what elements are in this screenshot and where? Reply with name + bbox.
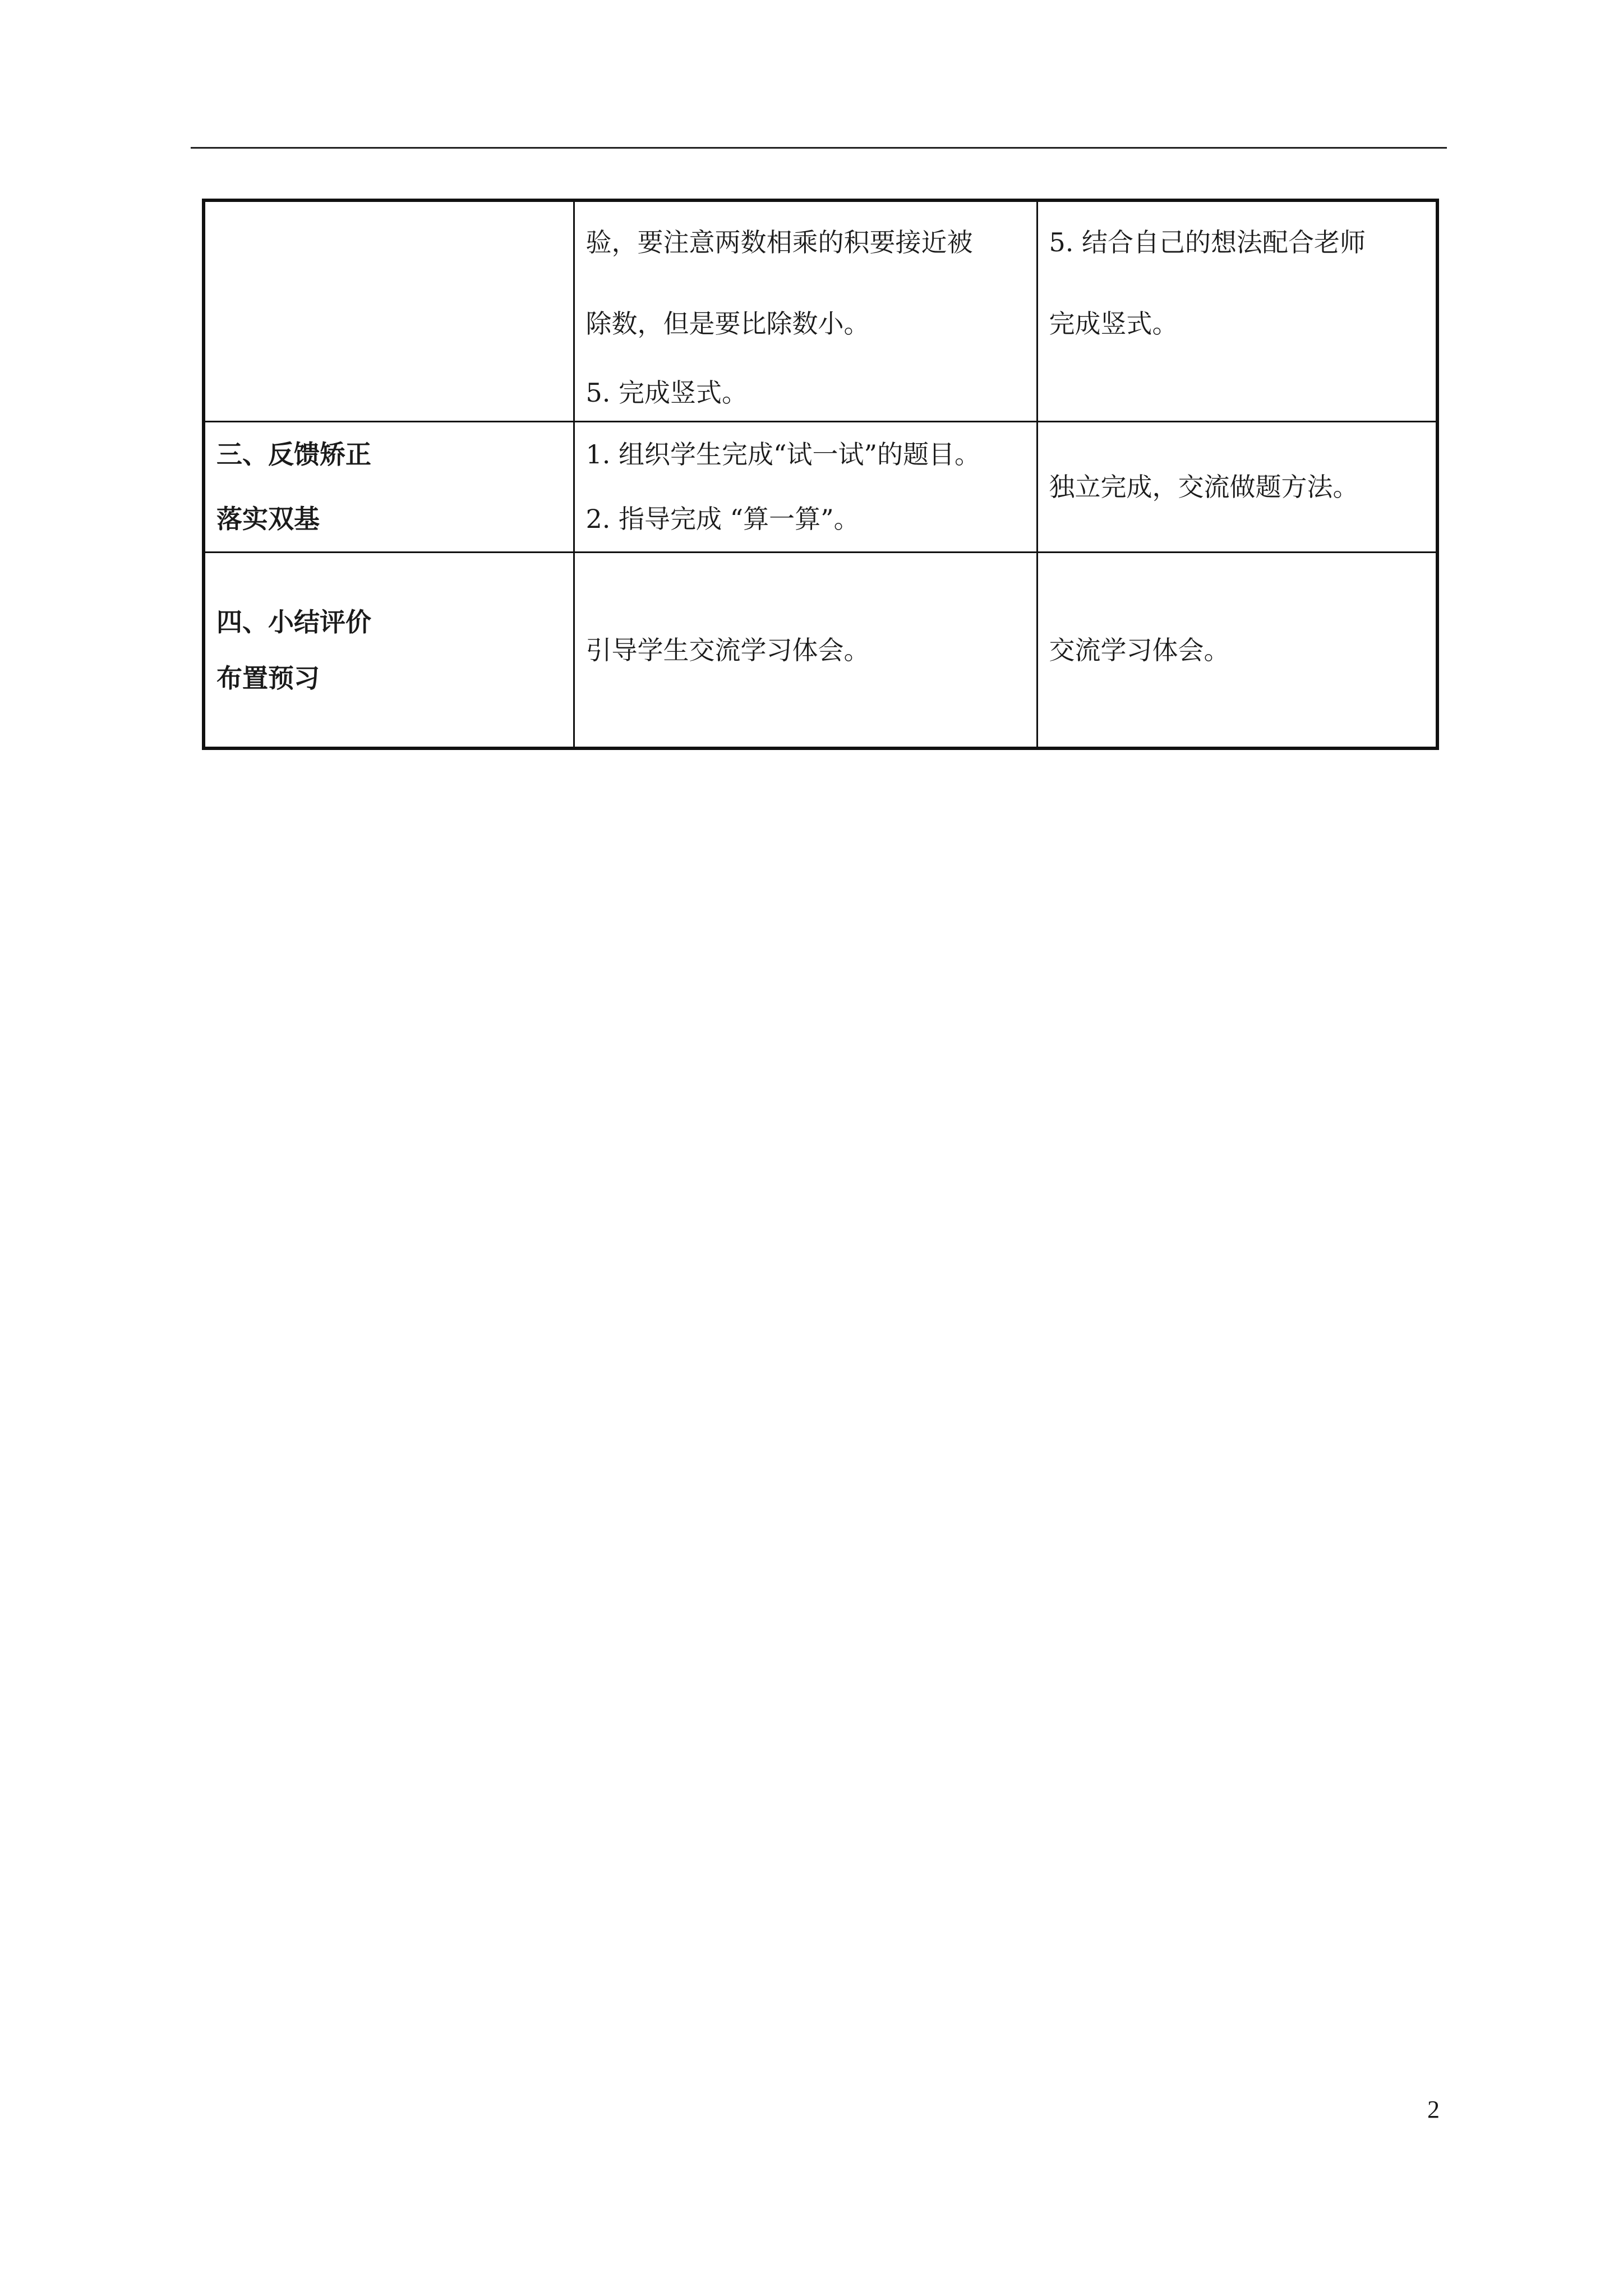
- teacher-line: 5. 完成竖式。: [585, 378, 748, 408]
- student-activity-cell: [1037, 553, 1437, 749]
- stage-title: 四、小结评价: [216, 606, 371, 637]
- page-number: 2: [1427, 2096, 1440, 2123]
- stage-cell: [204, 422, 574, 553]
- stage-cell: [204, 553, 574, 749]
- table-row: [204, 553, 1437, 749]
- teacher-line: 验，要注意两数相乘的积要接近被: [585, 227, 973, 257]
- student-line: 独立完成，交流做题方法。: [1049, 471, 1359, 502]
- teacher-line: 引导学生交流学习体会。: [585, 634, 870, 665]
- teacher-line: 1. 组织学生完成“试一试”的题目。: [585, 439, 981, 470]
- teacher-activity-cell: [574, 200, 1037, 422]
- stage-subtitle: 落实双基: [216, 504, 320, 534]
- student-line: 交流学习体会。: [1049, 634, 1230, 665]
- stage-cell: [204, 200, 574, 422]
- teacher-line: 2. 指导完成 “算一算”。: [585, 504, 860, 534]
- stage-subtitle: 布置预习: [216, 662, 320, 693]
- student-line: 完成竖式。: [1049, 309, 1178, 339]
- student-activity-cell: [1037, 200, 1437, 422]
- header-rule: [191, 147, 1447, 149]
- lesson-plan-table: [202, 199, 1439, 750]
- student-activity-cell: [1037, 422, 1437, 553]
- teacher-activity-cell: [574, 553, 1037, 749]
- student-line: 5. 结合自己的想法配合老师: [1049, 227, 1366, 257]
- stage-title: 三、反馈矫正: [216, 439, 371, 470]
- table-row: [204, 200, 1437, 422]
- teacher-line: 除数，但是要比除数小。: [585, 309, 870, 339]
- teacher-activity-cell: [574, 422, 1037, 553]
- table-row: [204, 422, 1437, 553]
